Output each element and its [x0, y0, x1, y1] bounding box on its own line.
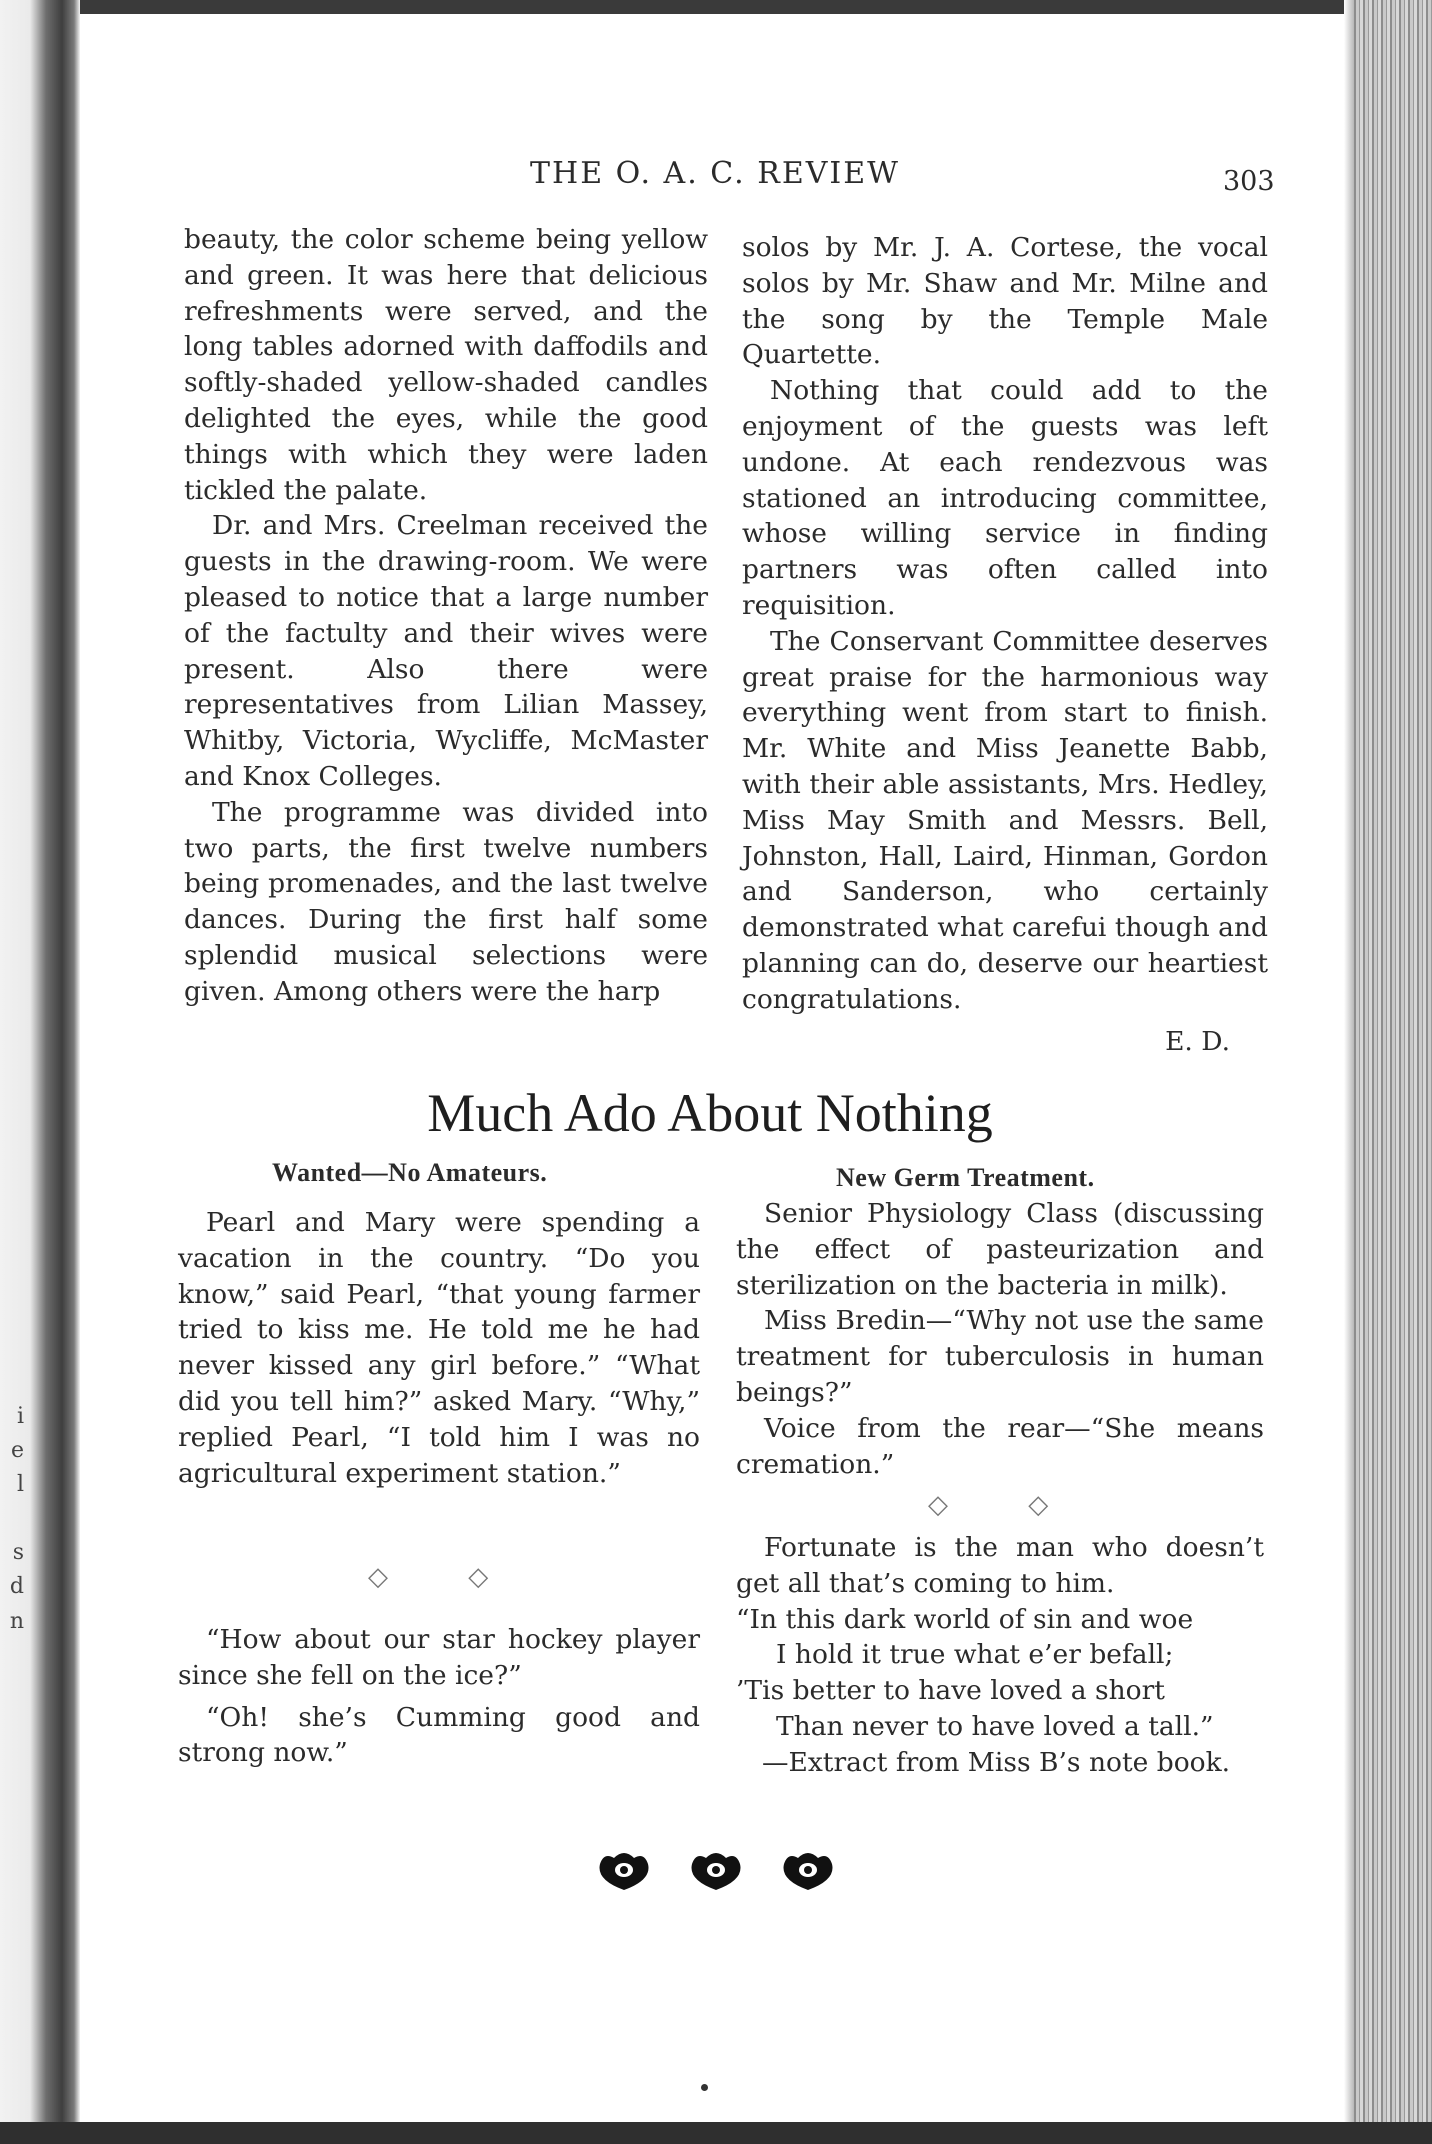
ornament-separator: ◇ ◇: [368, 1562, 525, 1592]
flower-ornament-icon: [780, 1850, 836, 1894]
joke-question: “How about our star hockey player since she fell on the ice?”: [178, 1624, 700, 1691]
page-edge-shadow: [1344, 0, 1354, 2144]
page-number: 303: [1223, 166, 1275, 197]
article-right-column: [742, 230, 1268, 1059]
scan-top-edge: [0, 0, 1432, 14]
running-head: THE O. A. C. REVIEW: [530, 156, 900, 191]
subheading-wanted: Wanted—No Amateurs.: [272, 1158, 548, 1187]
paragraph: Fortunate is the man who doesn’t get all that’s coming to him.: [736, 1532, 1264, 1599]
paragraph: The Conservant Committee deserves great praise for the harmonious way everything went from start to finish. Mr. White and Miss Jeanette Babb, with their able assistants, Mrs. Hedley, Miss May Smith and Messrs. Bell, Johnston, Hall, Laird, Hinman, Gordon and Sanderson, who certainly demonstrated what carefui though and planning can do, deserve our heartiest congratulations.: [742, 625, 1268, 1015]
facing-page-fragments: i e l s d n: [9, 1404, 24, 1634]
hockey-joke: [178, 1622, 700, 1771]
poem-line: ’Tis better to have loved a short: [736, 1675, 1165, 1707]
poem-line: I hold it true what e’er befall;: [776, 1639, 1174, 1671]
subheading-germ: New Germ Treatment.: [836, 1163, 1095, 1192]
poem-attribution: —Extract from Miss B’s note book.: [762, 1746, 1231, 1778]
humor-left-column: [178, 1205, 700, 1491]
paragraph: Dr. and Mrs. Creelman received the guests in the drawing-room. We were pleased to notice that a large number of the factulty and their wives were present. Also there were representatives from Lilian Massey, Whitby, Victoria, Wycliffe, McMaster and Knox Colleges.: [184, 510, 708, 792]
paragraph: Voice from the rear—“She means cremation.”: [736, 1412, 1264, 1480]
paragraph: Miss Bredin—“Why not use the same treatment for tuberculosis in human beings?”: [736, 1305, 1264, 1408]
story-paragraph: Pearl and Mary were spending a vacation in the country. “Do you know,” said Pearl, “that young farmer tried to kiss me. He told me he had never kissed any girl before.” “What did you tell him?” asked Mary. “Why,” replied Pearl, “I told him I was no agricultural experiment station.”: [178, 1207, 700, 1489]
book-binding-shadow: [0, 0, 80, 2144]
flower-ornament-icon: [596, 1850, 652, 1894]
author-signature: E. D.: [1165, 1025, 1230, 1057]
paragraph: Senior Physiology Class (discussing the effect of pasteurization and sterilization on the bacteria in milk).: [736, 1198, 1264, 1301]
print-dot: [701, 2084, 708, 2091]
page-stack-edge: [1354, 0, 1432, 2144]
poem: [736, 1602, 1264, 1781]
poem-block: [736, 1530, 1264, 1781]
flower-ornament-row: [596, 1850, 836, 1894]
poem-line: Than never to have loved a tall.”: [776, 1710, 1214, 1742]
article-left-column: [184, 222, 708, 1010]
poem-line: “In this dark world of sin and woe: [736, 1603, 1194, 1635]
paragraph: beauty, the color scheme being yellow and green. It was here that delicious refreshments were served, and the long tables adorned with daffodils and softly-shaded yellow-shaded candles delighted the eyes, while the good things with which they were laden tickled the palate.: [184, 224, 708, 506]
scan-bottom-edge: [0, 2122, 1432, 2144]
paragraph: solos by Mr. J. A. Cortese, the vocal solos by Mr. Shaw and Mr. Milne and the song by the Temple Male Quartette.: [742, 232, 1268, 371]
humor-right-column: [736, 1196, 1264, 1482]
section-title: Much Ado About Nothing: [427, 1083, 993, 1143]
paragraph: The programme was divided into two parts, the first twelve numbers being promenades, and the last twelve dances. During the first half some splendid musical selections were given. Among others were the harp: [184, 796, 708, 1007]
ornament-separator: ◇ ◇: [928, 1490, 1085, 1520]
paragraph: Nothing that could add to the enjoyment of the guests was left undone. At each rendezvous was stationed an introducing committee, whose willing service in finding partners was often called into requisition.: [742, 375, 1268, 621]
flower-ornament-icon: [688, 1850, 744, 1894]
joke-answer: “Oh! she’s Cumming good and strong now.”: [178, 1701, 700, 1769]
